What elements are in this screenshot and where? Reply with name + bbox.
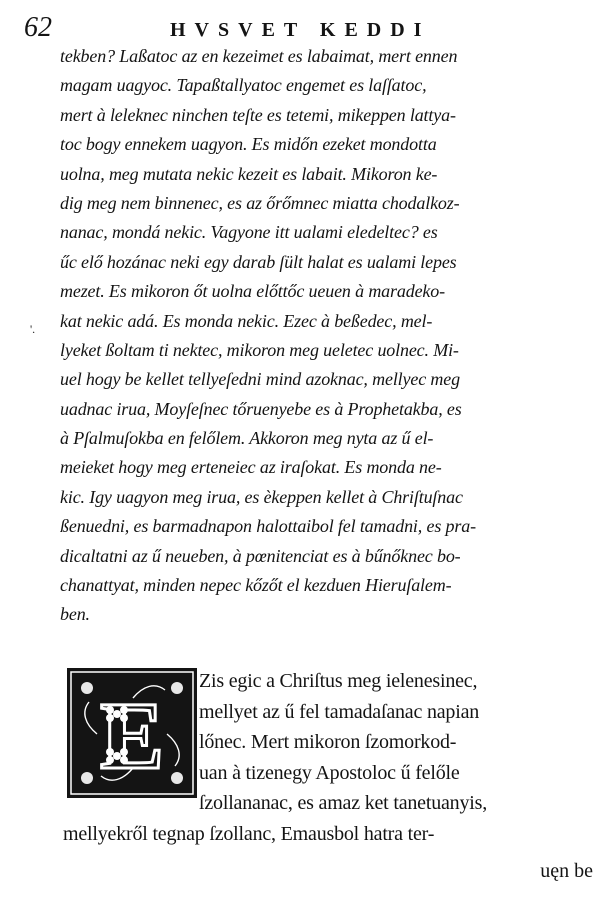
text-line: lyeket ßoltam ti nektec, mikoron meg ueletec uolnec. Mi- [60, 339, 459, 360]
text-line: mellyekről tegnap ſzollanc, Emausbol hatra ter- [63, 822, 435, 845]
text-line: dicaltatni az ű neueben, à pœnitenciat es à bűnőknec bo- [60, 545, 461, 566]
text-line: ben. [60, 604, 90, 625]
text-line: tekben? Laßatoc az en kezeimet es labaimat, mert ennen [60, 46, 458, 66]
text-line: Zis egic a Chriſtus meg ielenesinec, [199, 670, 478, 692]
text-line: toc bogy ennekem uagyon. Es midőn ezeket mondotta [60, 134, 437, 155]
page-number: 62 [24, 12, 52, 43]
text-line: kic. Igy uagyon meg irua, es èkeppen kellet à Chriſtuſnac [60, 486, 463, 507]
text-line: magam uagyoc. Tapaßtallyatoc engemet es laſſatoc, [60, 75, 427, 96]
text-line: mert à leleknec ninchen teſte es tetemi, mikeppen lattya- [60, 104, 456, 125]
text-line: uel hogy be kellet tellyeſedni mind azoknac, mellyec meg [60, 369, 460, 390]
catchword: uęn be [540, 860, 593, 882]
text-line: meieket hogy meg erteneiec az iraſokat. Es monda ne- [60, 457, 442, 478]
text-line: uadnac irua, Moyſeſnec tőruenyebe es à Prophetakba, es [60, 398, 462, 419]
text-line: nanac, mondá nekic. Vagyone itt ualami eledeltec? es [60, 222, 438, 243]
text-line: űc elő hozánac neki egy darab ſült halat es ualami lepes [60, 251, 457, 272]
text-line: chanattyat, minden nepec kőzőt el kezduen Hieruſalem- [60, 575, 452, 596]
text-line: mezet. Es mikoron őt uolna előttőc ueuen à maradeko- [60, 281, 445, 302]
text-line: uan à tizenegy Apostoloc ű felőle [199, 761, 460, 784]
text-line: mellyet az ű fel tamadaſanac napian [199, 700, 480, 723]
running-head: HVSVET KEDDI [170, 19, 431, 41]
text-line: lőnec. Mert mikoron ſzomorkod- [199, 731, 457, 753]
roman-text-block [63, 666, 603, 849]
text-line: dig meg nem binnenec, es az őrőmnec miatta chodalkoz- [60, 192, 460, 213]
italic-text-block [60, 42, 600, 630]
text-line: uolna, meg mutata nekic kezeit es labait. Mikoron ke- [60, 163, 438, 184]
initial-letter: E [99, 682, 165, 789]
margin-mark: '. [30, 322, 36, 336]
text-line: ßenuedni, es barmadnapon halottaibol fel tamadni, es pra- [60, 516, 476, 537]
text-line: kat nekic adá. Es monda nekic. Ezec à beßedec, mel- [60, 310, 433, 331]
text-line: ſzollananac, es amaz ket tanetuanyis, [199, 792, 488, 814]
text-line: à Pſalmuſokba en felőlem. Akkoron meg nyta az ű el- [60, 428, 434, 449]
